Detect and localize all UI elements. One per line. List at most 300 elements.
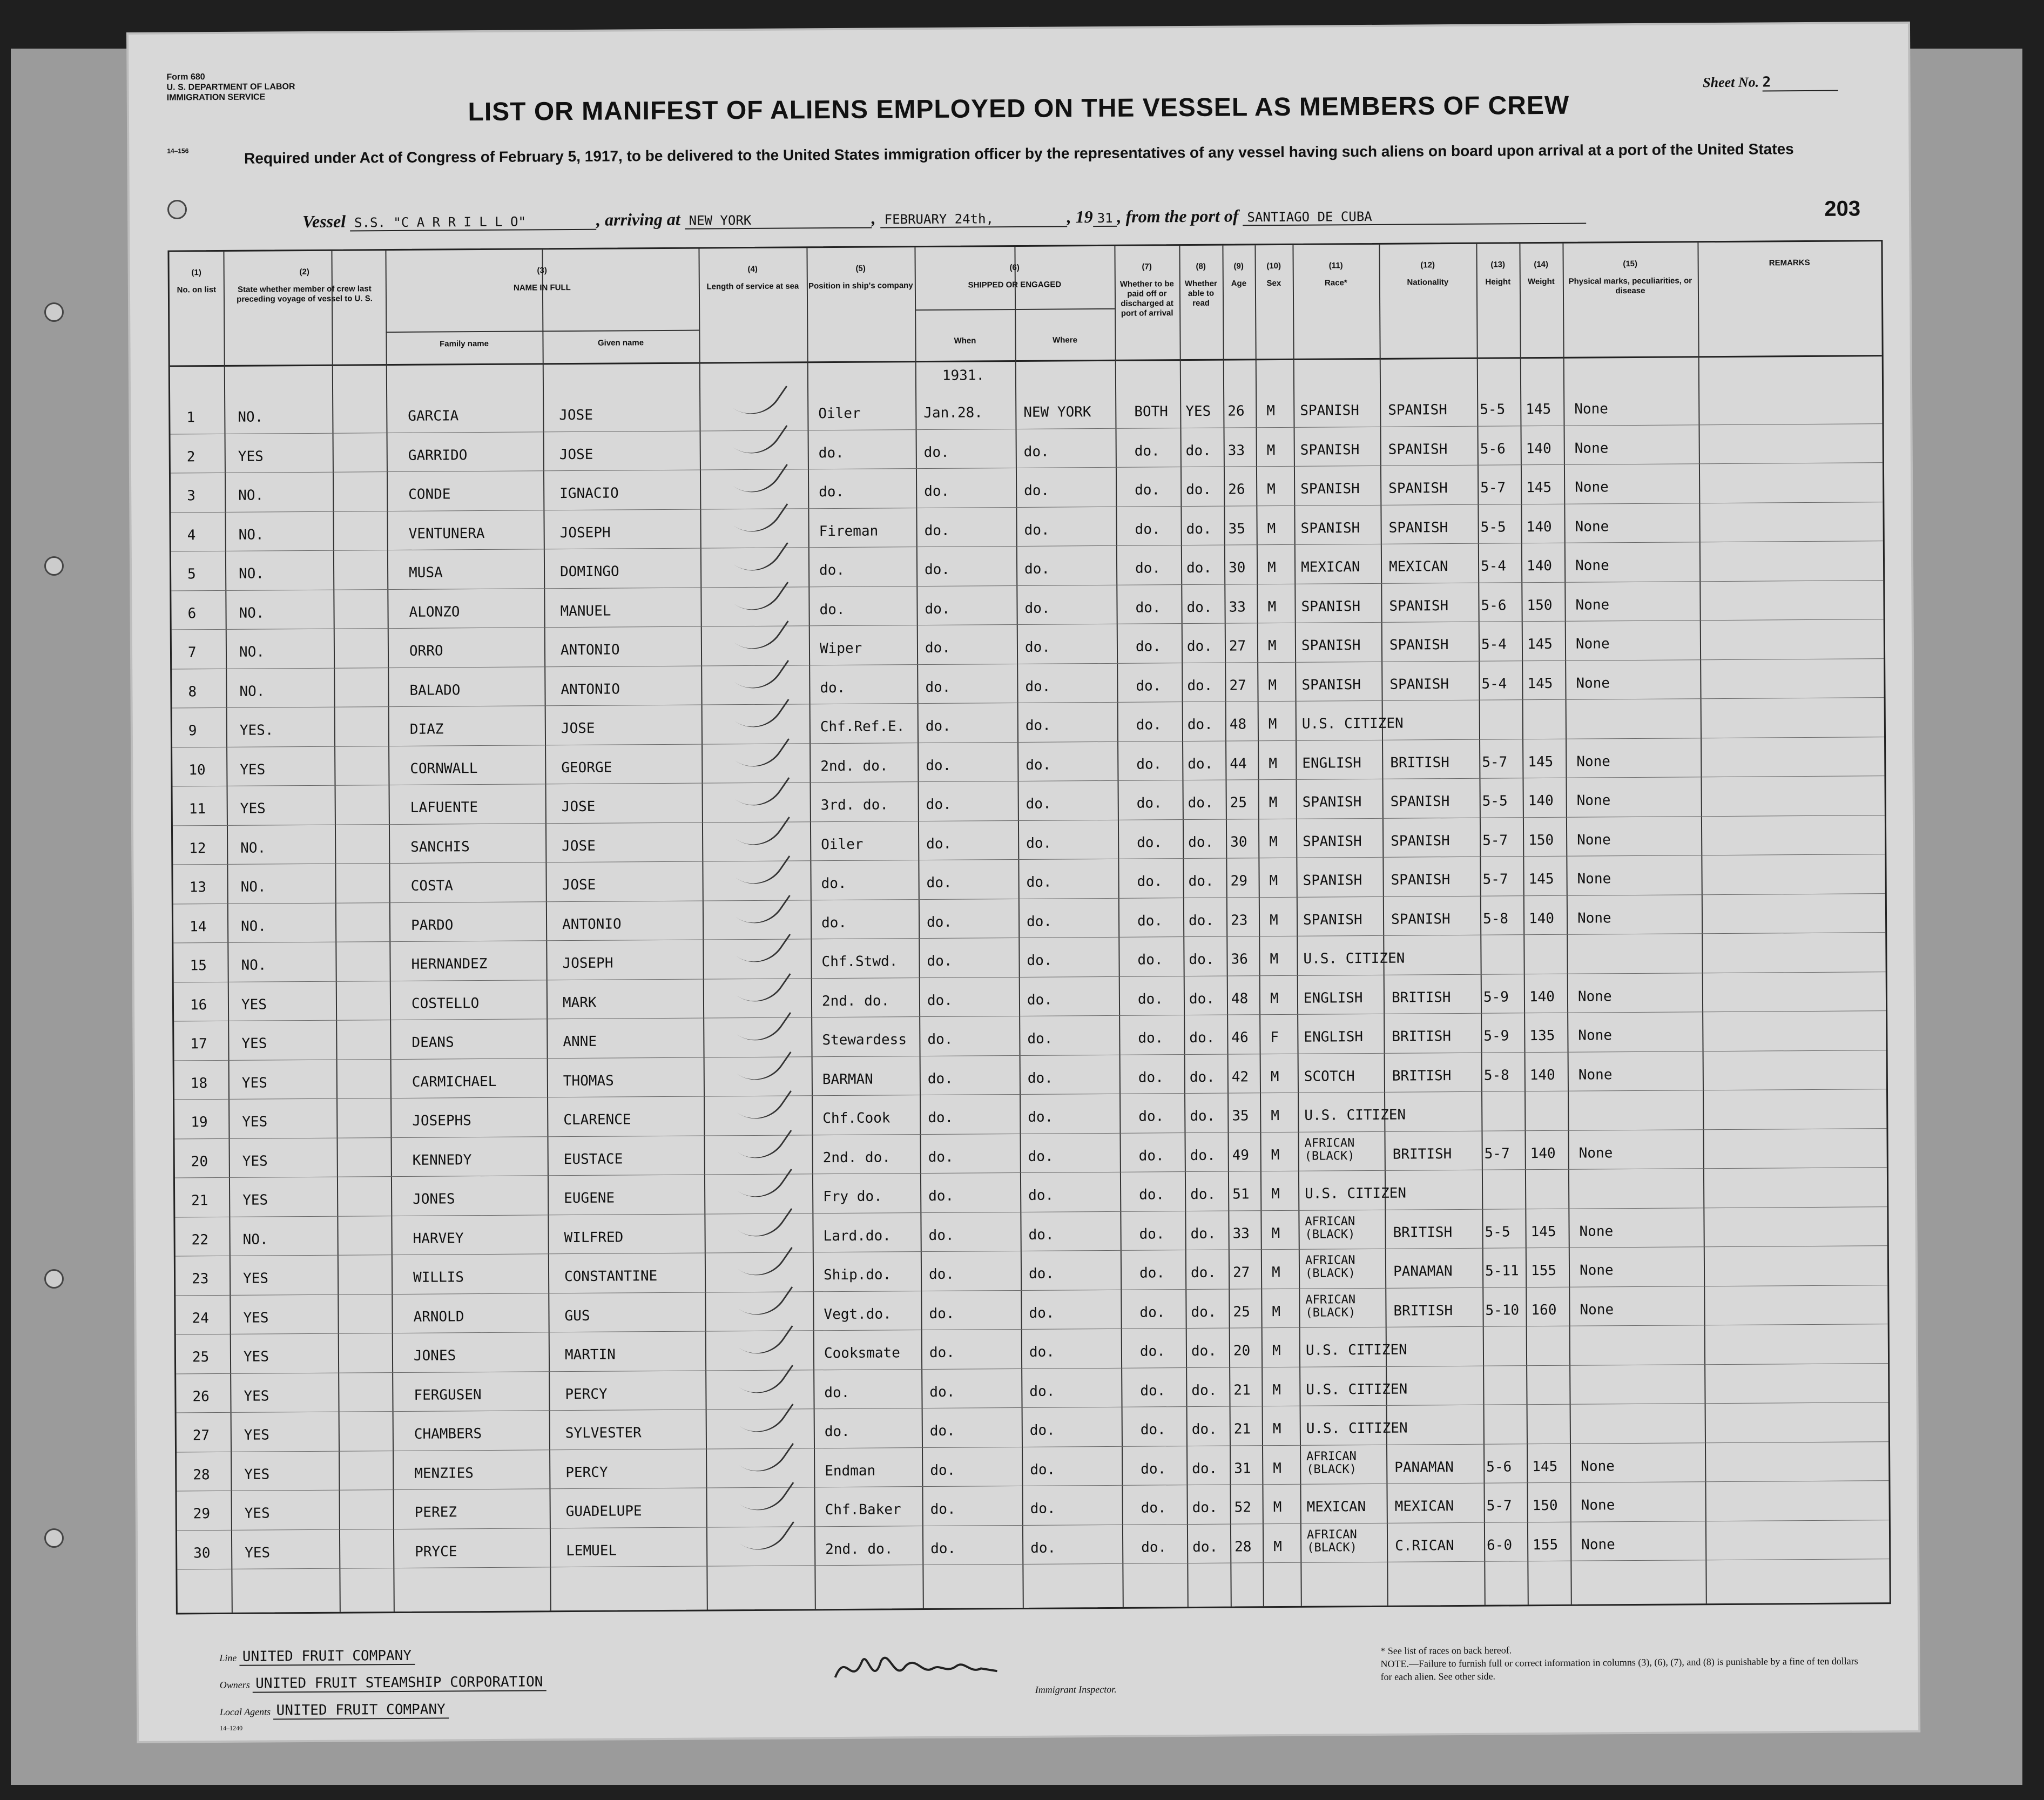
shipped-where: do. [1025, 717, 1051, 734]
nationality: C.RICAN [1395, 1537, 1454, 1554]
age: 27 [1229, 677, 1246, 694]
shipped-when: do. [929, 1384, 955, 1400]
position: Cooksmate [824, 1345, 900, 1362]
race: AFRICAN (BLACK) [1305, 1292, 1356, 1320]
header-remarks [1698, 258, 1881, 268]
given-name: ANNE [563, 1033, 597, 1050]
header-c6 [915, 262, 1115, 291]
paid-off: do. [1137, 952, 1163, 968]
sex: M [1267, 559, 1276, 576]
height: 5-10 [1485, 1302, 1520, 1319]
nationality: BRITISH [1392, 1145, 1452, 1163]
shipped-where: do. [1027, 952, 1053, 969]
paid-off: do. [1141, 1539, 1167, 1556]
shipped-where: do. [1024, 561, 1050, 577]
header-c5 [807, 264, 915, 291]
row-number: 28 [193, 1466, 210, 1483]
header-c9 [1223, 261, 1255, 288]
race: SPANISH [1303, 911, 1362, 928]
physical-marks: None [1576, 792, 1611, 809]
row-number: 6 [187, 605, 197, 622]
height: 5-5 [1485, 1223, 1510, 1241]
physical-marks: None [1579, 1223, 1614, 1240]
family-name: MENZIES [414, 1465, 474, 1482]
able-to-read: do. [1189, 990, 1215, 1007]
height: 6-0 [1487, 1536, 1513, 1554]
page-number: 203 [1824, 197, 1861, 221]
nationality: SPANISH [1389, 597, 1449, 615]
physical-marks: None [1575, 518, 1609, 535]
family-name: DEANS [412, 1034, 454, 1051]
position: do. [819, 483, 845, 501]
family-name: COSTA [410, 878, 454, 894]
previous-voyage: NO. [241, 957, 267, 974]
sex: M [1269, 794, 1278, 811]
year-prefix: , 19 [1067, 207, 1093, 227]
row-number: 4 [187, 527, 196, 543]
shipped-where: do. [1026, 795, 1051, 812]
paid-off: do. [1140, 1421, 1166, 1438]
able-to-read: do. [1186, 521, 1212, 537]
weight: 140 [1529, 1067, 1555, 1083]
given-name: ANTONIO [562, 915, 622, 933]
weight: 140 [1528, 910, 1555, 927]
age: 26 [1227, 403, 1245, 420]
row-number: 27 [192, 1427, 210, 1444]
nationality: SPANISH [1388, 402, 1447, 419]
sex: M [1272, 1381, 1281, 1398]
header-c4 [699, 264, 807, 292]
able-to-read: do. [1186, 481, 1212, 498]
nationality: SPANISH [1388, 519, 1448, 536]
header-text: Weight [1527, 277, 1555, 287]
weight: 150 [1528, 832, 1554, 848]
able-to-read: do. [1190, 1147, 1216, 1164]
age: 29 [1230, 873, 1248, 889]
row-number: 22 [191, 1231, 209, 1248]
given-name: JOSE [561, 798, 596, 815]
given-name: GUADELUPE [565, 1503, 642, 1520]
paid-off: do. [1136, 717, 1162, 733]
previous-voyage: NO. [240, 839, 266, 857]
previous-voyage: NO. [239, 644, 265, 660]
punch-hole [167, 200, 187, 219]
previous-voyage: YES [240, 761, 266, 778]
position: 2nd. do. [825, 1540, 893, 1558]
able-to-read: do. [1192, 1460, 1218, 1477]
footer-form-code: 14–1240 [220, 1724, 243, 1732]
shipped-where: do. [1029, 1305, 1055, 1322]
header-text: REMARKS [1769, 258, 1810, 268]
height: 5-4 [1480, 558, 1507, 575]
department-name: U. S. DEPARTMENT OF LABOR [166, 82, 295, 92]
header-number: (1) [191, 268, 201, 278]
header-number: (8) [1196, 261, 1206, 271]
position: Chf.Cook [822, 1110, 891, 1127]
family-name: ARNOLD [413, 1308, 464, 1325]
row-number: 15 [190, 958, 207, 974]
age: 42 [1231, 1068, 1249, 1086]
header-text: Length of service at sea [706, 281, 799, 292]
nationality: BRITISH [1391, 989, 1451, 1006]
position: do. [821, 914, 847, 931]
able-to-read: do. [1189, 1029, 1215, 1047]
able-to-read: do. [1189, 1069, 1215, 1086]
physical-marks: None [1574, 401, 1609, 417]
age: 51 [1232, 1186, 1250, 1203]
row-number: 14 [190, 918, 207, 935]
page-title: LIST OR MANIFEST OF ALIENS EMPLOYED ON THE VESSEL AS MEMBERS OF CREW [468, 91, 1570, 127]
position: do. [819, 601, 845, 618]
family-name: COSTELLO [411, 995, 480, 1012]
paid-off: do. [1138, 1108, 1164, 1125]
weight: 140 [1528, 792, 1554, 810]
shipped-where: do. [1028, 1148, 1054, 1165]
nationality: SPANISH [1391, 872, 1451, 888]
shipped-when: do. [924, 561, 950, 578]
nationality: PANAMAN [1394, 1459, 1454, 1476]
sex: M [1267, 598, 1277, 615]
sex: M [1271, 1225, 1280, 1242]
given-name: EUGENE [564, 1190, 615, 1207]
given-name: THOMAS [563, 1073, 614, 1089]
age: 30 [1228, 559, 1246, 576]
weight: 140 [1526, 518, 1552, 535]
height: 5-8 [1482, 910, 1509, 927]
row-number: 18 [190, 1075, 208, 1091]
paid-off: do. [1137, 912, 1163, 929]
age: 26 [1228, 481, 1245, 498]
physical-marks: None [1581, 1497, 1615, 1514]
given-name: JOSEPH [559, 524, 611, 541]
header-text: Height [1485, 277, 1511, 287]
previous-voyage: YES [238, 448, 264, 465]
paid-off: BOTH [1134, 403, 1169, 420]
nationality: SPANISH [1389, 637, 1449, 653]
header-c11 [1293, 261, 1379, 288]
race: AFRICAN (BLACK) [1305, 1214, 1355, 1242]
shipped-where: do. [1026, 874, 1052, 891]
shipped-where: do. [1030, 1540, 1056, 1556]
race: AFRICAN (BLACK) [1306, 1449, 1357, 1477]
age: 21 [1233, 1421, 1251, 1438]
height: 5-5 [1482, 793, 1508, 810]
shipped-where: do. [1027, 1030, 1053, 1047]
able-to-read: do. [1190, 1108, 1216, 1125]
physical-marks: None [1577, 831, 1611, 848]
previous-voyage: YES [240, 800, 266, 817]
race: SPANISH [1301, 676, 1361, 693]
weight: 150 [1527, 597, 1553, 614]
sex: M [1268, 716, 1277, 733]
able-to-read: do. [1186, 559, 1212, 577]
age: 25 [1233, 1303, 1250, 1320]
family-name: ALONZO [409, 603, 460, 621]
race: SPANISH [1301, 637, 1361, 654]
position: do. [824, 1423, 850, 1440]
position: Endman [825, 1462, 876, 1479]
row-number: 24 [192, 1310, 209, 1326]
punch-hole [44, 1269, 64, 1289]
previous-voyage: NO. [239, 683, 265, 700]
punch-hole [44, 302, 64, 322]
weight: 155 [1533, 1536, 1559, 1553]
header-text: SHIPPED OR ENGAGED [968, 280, 1062, 290]
given-name: LEMUEL [566, 1542, 617, 1559]
shipped-where: do. [1027, 992, 1053, 1008]
physical-marks: None [1581, 1458, 1615, 1475]
row-number: 25 [192, 1349, 210, 1366]
previous-voyage: NO. [240, 918, 267, 935]
shipped-when: do. [926, 796, 952, 813]
shipped-when: do. [926, 914, 953, 931]
weight: 145 [1532, 1458, 1558, 1475]
age: 21 [1233, 1381, 1251, 1399]
given-name: WILFRED [564, 1229, 624, 1246]
family-name: PEREZ [414, 1504, 457, 1521]
form-code: 14–156 [167, 147, 189, 155]
nationality: SPANISH [1390, 793, 1450, 810]
physical-marks: None [1580, 1301, 1614, 1318]
paid-off: do. [1139, 1343, 1165, 1360]
row-number: 13 [189, 879, 207, 896]
owners-value: UNITED FRUIT STEAMSHIP CORPORATION [252, 1674, 546, 1693]
age: 48 [1231, 990, 1249, 1007]
previous-voyage: YES [242, 1114, 268, 1130]
family-name: GARCIA [408, 408, 459, 424]
shipped-where: do. [1030, 1461, 1056, 1478]
nationality: BRITISH [1392, 1028, 1452, 1045]
sex: M [1266, 442, 1276, 459]
year-suffix: 31 [1093, 211, 1117, 227]
header-text: Sex [1266, 278, 1281, 288]
family-name: LAFUENTE [410, 799, 478, 816]
fine-note: NOTE.—Failure to furnish full or correct information in columns (3), (6), (7), and (8) is punishable by a fine of ten dollars for each alien. See other side. [1380, 1655, 1858, 1682]
physical-marks: None [1578, 1027, 1613, 1044]
age: 25 [1230, 794, 1247, 811]
able-to-read: do. [1190, 1225, 1216, 1242]
given-name: GEORGE [561, 759, 612, 776]
race: U.S. CITIZEN [1306, 1381, 1408, 1398]
nationality: MEXICAN [1388, 558, 1448, 575]
able-to-read: do. [1191, 1343, 1217, 1360]
header-text: State whether member of crew last preceding voyage of vessel to U. S. [237, 284, 373, 304]
age: 36 [1231, 951, 1248, 968]
row-number: 20 [191, 1153, 208, 1170]
height: 5-7 [1482, 753, 1508, 771]
sex: M [1273, 1499, 1282, 1516]
previous-voyage: YES [244, 1427, 269, 1444]
weight: 140 [1529, 988, 1555, 1005]
header-c13 [1476, 260, 1520, 287]
header-text: Nationality [1407, 278, 1449, 287]
weight: 140 [1530, 1145, 1556, 1162]
given-name: ANTONIO [561, 680, 620, 698]
position: Chf.Baker [825, 1501, 901, 1519]
shipped-when: do. [929, 1344, 955, 1361]
race: ENGLISH [1303, 989, 1363, 1007]
shipped-where: do. [1024, 639, 1051, 656]
weight: 150 [1532, 1497, 1558, 1514]
able-to-read: do. [1187, 677, 1213, 694]
able-to-read: do. [1189, 951, 1215, 968]
age: 52 [1234, 1499, 1252, 1516]
line-value: UNITED FRUIT COMPANY [239, 1648, 415, 1666]
shipped-when: do. [926, 835, 952, 852]
header-divider [170, 355, 1882, 367]
paid-off: do. [1139, 1225, 1165, 1243]
weight: 135 [1529, 1027, 1555, 1044]
race: SPANISH [1300, 481, 1360, 497]
shipped-when: do. [928, 1188, 954, 1204]
family-name: PRYCE [415, 1543, 457, 1560]
arriving-label: , arriving at [596, 209, 680, 230]
physical-marks: None [1579, 1262, 1614, 1279]
given-name: CLARENCE [563, 1111, 631, 1129]
shipped-when: do. [928, 1266, 955, 1283]
arrival-port: NEW YORK [685, 212, 872, 230]
shipped-when: do. [926, 757, 952, 774]
paid-off: do. [1138, 1147, 1164, 1164]
age: 35 [1228, 520, 1246, 537]
header-c1 [170, 268, 224, 295]
given-name: JOSE [562, 838, 596, 854]
sex: M [1271, 1186, 1280, 1203]
able-to-read: do. [1192, 1539, 1218, 1555]
shipped-when: do. [924, 522, 950, 539]
position: do. [820, 679, 846, 696]
shipped-where: do. [1024, 482, 1050, 499]
physical-marks: None [1577, 909, 1611, 927]
shipped-when: do. [923, 444, 949, 461]
height: 5-5 [1480, 401, 1506, 418]
position: do. [818, 444, 844, 461]
previous-voyage: NO. [242, 1231, 268, 1248]
previous-voyage: YES [241, 996, 267, 1013]
shipped-where: do. [1028, 1265, 1055, 1282]
header-where: Where [1053, 335, 1077, 345]
given-name: JOSE [559, 446, 593, 463]
paid-off: do. [1140, 1382, 1166, 1399]
shipped-where: do. [1024, 522, 1050, 538]
sheet-label: Sheet No. [1703, 74, 1759, 91]
height: 5-11 [1485, 1263, 1519, 1279]
races-note: * See list of races on back hereof. [1380, 1644, 1512, 1656]
given-name: EUSTACE [563, 1150, 623, 1168]
row-number: 12 [189, 840, 206, 857]
agents-value: UNITED FRUIT COMPANY [273, 1701, 449, 1720]
paid-off: do. [1135, 638, 1162, 655]
header-given-name: Given name [597, 338, 644, 348]
previous-voyage: YES [245, 1544, 271, 1561]
able-to-read: do. [1188, 756, 1213, 772]
sex: M [1271, 1147, 1280, 1163]
race: SPANISH [1300, 441, 1360, 459]
position: Ship.do. [823, 1266, 892, 1284]
nationality: BRITISH [1393, 1302, 1453, 1319]
physical-marks: None [1577, 871, 1611, 887]
paid-off: do. [1141, 1460, 1166, 1478]
paid-off: do. [1137, 990, 1164, 1008]
family-name: VENTUNERA [408, 525, 485, 542]
shipped-when: do. [925, 601, 950, 617]
shipped-where: do. [1027, 1070, 1053, 1087]
row-number: 9 [188, 723, 197, 739]
given-name: MARK [562, 994, 597, 1011]
family-name: DIAZ [409, 721, 444, 738]
race: MEXICAN [1300, 559, 1360, 576]
able-to-read: do. [1186, 638, 1213, 655]
position: Stewardess [822, 1032, 907, 1049]
weight: 140 [1526, 440, 1551, 457]
sex: M [1269, 873, 1278, 889]
paid-off: do. [1138, 1030, 1164, 1047]
previous-voyage: NO. [238, 409, 264, 426]
given-name: CONSTANTINE [564, 1268, 658, 1285]
age: 46 [1231, 1029, 1249, 1046]
sex: M [1267, 638, 1277, 655]
header-text: NAME IN FULL [513, 283, 571, 293]
agents-label: Local Agents [219, 1706, 271, 1718]
shipped-where: do. [1028, 1109, 1054, 1125]
sex: M [1269, 755, 1278, 772]
race: SPANISH [1300, 402, 1359, 419]
given-name: DOMINGO [560, 563, 619, 581]
shipped-where: do. [1029, 1383, 1055, 1400]
able-to-read: do. [1188, 873, 1214, 890]
header-c10 [1255, 261, 1293, 288]
race: SPANISH [1303, 872, 1362, 889]
header-text: Position in ship's company [808, 281, 913, 291]
sex: M [1270, 990, 1279, 1007]
physical-marks: None [1578, 1066, 1613, 1083]
position: Wiper [819, 640, 862, 657]
paid-off: do. [1139, 1304, 1165, 1321]
height: 5-6 [1481, 597, 1507, 614]
nationality: BRITISH [1393, 1224, 1453, 1241]
given-name: MANUEL [560, 603, 611, 619]
race: U.S. CITIZEN [1306, 1420, 1408, 1437]
race: U.S. CITIZEN [1301, 715, 1404, 732]
sex: M [1271, 1264, 1280, 1281]
sex: M [1271, 1108, 1280, 1124]
row-number: 7 [187, 644, 197, 661]
header-text: Physical marks, peculiarities, or disease [1568, 276, 1692, 296]
position: Oiler [821, 836, 864, 853]
shipped-when: do. [927, 1070, 953, 1087]
row-number: 5 [187, 566, 196, 583]
position: Fireman [819, 523, 879, 540]
sex: M [1273, 1460, 1282, 1477]
paid-off: do. [1135, 560, 1161, 577]
punch-hole [44, 556, 64, 576]
shipped-when: do. [930, 1501, 956, 1518]
shipped-where: do. [1026, 835, 1052, 852]
paid-off: do. [1141, 1500, 1166, 1516]
sex: M [1267, 520, 1276, 537]
race: U.S. CITIZEN [1305, 1341, 1407, 1359]
age: 20 [1233, 1343, 1251, 1359]
sex: M [1272, 1343, 1281, 1359]
row-number: 1 [186, 409, 195, 426]
paid-off: do. [1137, 873, 1163, 890]
age: 35 [1232, 1108, 1249, 1124]
nationality: BRITISH [1392, 1067, 1452, 1084]
age: 33 [1227, 442, 1245, 459]
family-name: CORNWALL [410, 760, 478, 777]
previous-voyage: YES [242, 1192, 268, 1209]
family-name: CARMICHAEL [412, 1073, 497, 1090]
